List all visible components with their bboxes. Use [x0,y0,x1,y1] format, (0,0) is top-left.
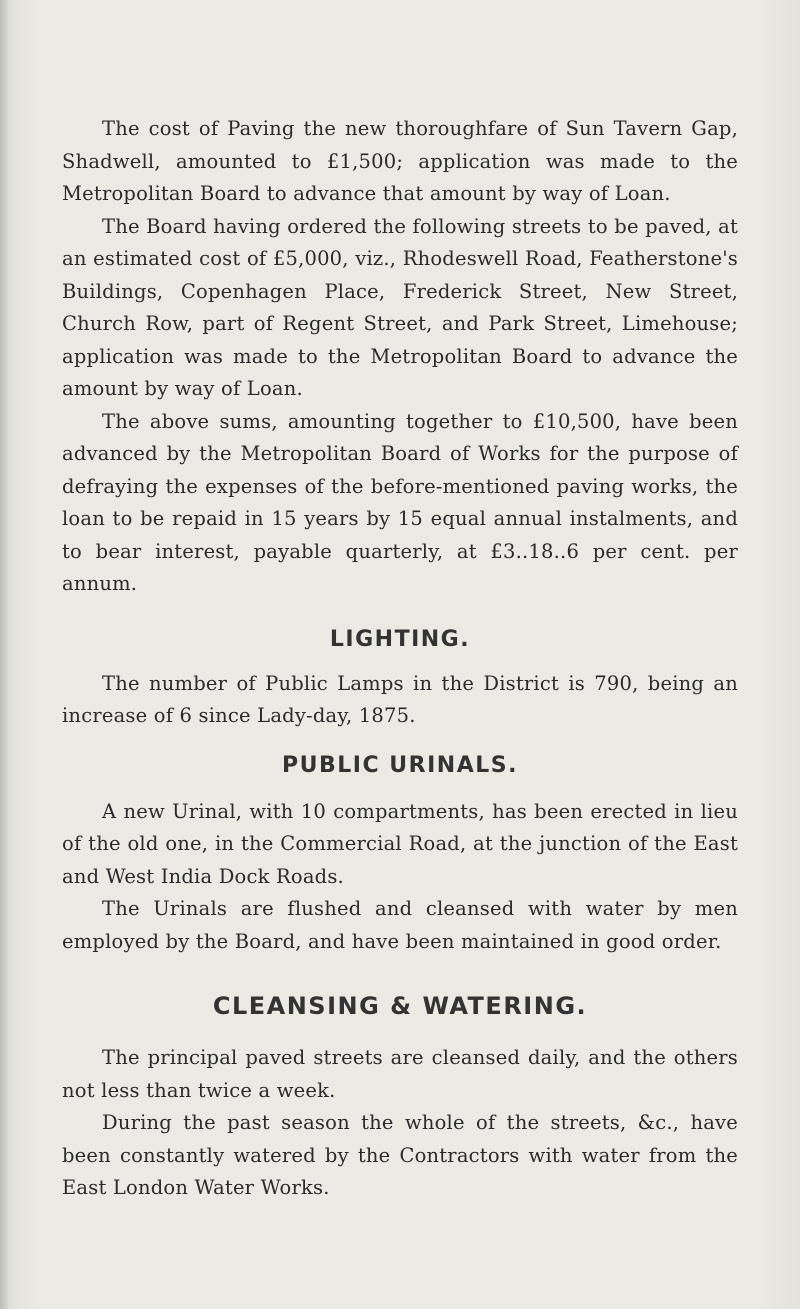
book-spine-shadow [0,0,8,1309]
paragraph-paving-sun-tavern-gap: The cost of Paving the new thoroughfare of Sun Tavern Gap, Shadwell, amounted to £1,500; application was made to the Metropolitan Board to advance that amount by way of Loan. [62,117,738,205]
heading-cleansing-watering: CLEANSING & WATERING. [212,992,588,1020]
page-content [62,113,738,1205]
paragraph-public-lamps: The number of Public Lamps in the District is 790, being an increase of 6 since Lady-day, 1875. [62,671,738,727]
heading-lighting: LIGHTING. [329,626,471,652]
paragraph-streets-cleansed: The principal paved streets are cleansed daily, and the others not less than twice a week. [62,1046,738,1102]
paragraph-loan-terms: The above sums, amounting together to £10,500, have been advanced by the Metropolitan Board of Works for the purpose of defraying the expenses of the before-mentioned paving works, the loan to be repaid in 15 years by 15 equal annual instalments, and to bear interest, payable quarterly, at £3..18..6 per cent. per annum. [62,409,738,595]
paragraph-streets-watered: During the past season the whole of the streets, &c., have been constantly watered by the Contractors with water from the East London Water Works. [62,1111,738,1199]
heading-public-urinals: PUBLIC URINALS. [282,752,518,778]
paragraph-urinals-flushed: The Urinals are flushed and cleansed with water by men employed by the Board, and have been maintained in good order. [62,897,738,953]
paragraph-new-urinal: A new Urinal, with 10 compartments, has been erected in lieu of the old one, in the Commercial Road, at the junction of the East and West India Dock Roads. [62,799,738,888]
paragraph-streets-to-be-paved: The Board having ordered the following streets to be paved, at an estimated cost of £5,000, viz., Rhodeswell Road, Featherstone's Buildings, Copenhagen Place, Frederick Street, New Street, Church Row, part of Regent Street, and Park Street, Limehouse; application was made to the Metropolitan Board to advance the amount by way of Loan. [62,214,738,400]
